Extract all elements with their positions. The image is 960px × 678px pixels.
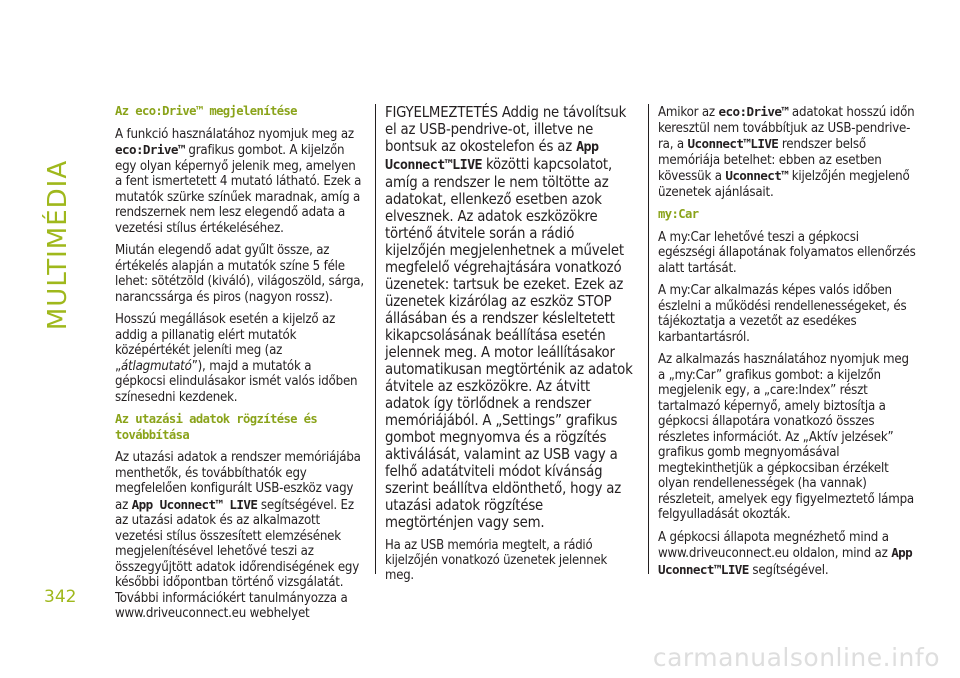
paragraph bbox=[115, 450, 365, 622]
section-heading: Az utazási adatok rögzítése és továbbítása bbox=[115, 412, 318, 442]
text: kijelzőjén megjelenő üzenetek ajánlásait. bbox=[658, 169, 910, 200]
section-heading: my:Car bbox=[658, 207, 699, 221]
bold-term: App Uconnect™LIVE bbox=[385, 140, 599, 173]
bold-term: Uconnect™ bbox=[725, 168, 789, 183]
text: közötti kapcsolatot, amíg a rendszer le nem töltötte az adatokat, ellenkező esetben azok elvesznek. Az adatok eszközökre történő átvitele során a rádió kijelzőjén megjelenhetnek a művelet megfelelő végrehajtására vonatkozó üzenetek: tartsuk be ezeket. Ezek az üzenetek kizárólag az eszköz STOP állásában és a rendszer késleltetett kikapcsolásának beállítása esetén jelennek meg. A motor leállításakor automatikusan megtörténik az adatok átvitele az eszközökre. Az átvitt adatok így törlődnek a rendszer memóriájából. A „Settings” grafikus gombot megnyomva és a rögzítés aktiválását, valamint az USB vagy a felhő adatátviteli módot kívánság szerint beállítva eldönthető, hogy az utazási adatok rögzítése megtörténjen vagy sem. bbox=[385, 156, 633, 531]
text: Amikor az bbox=[658, 105, 719, 120]
paragraph: Miután elegendő adat gyűlt össze, az értékelés alapján a mutatók színe 5 féle lehet: sötétzöld (kiváló), világoszöld, sárga, narancssárga és piros (nagyon rossz). bbox=[115, 243, 364, 305]
column-divider bbox=[375, 104, 376, 574]
text: Hosszú megállások esetén a kijelző az addig a pillanatig elért mutatók középértékét jeleníti meg (az „ bbox=[115, 312, 336, 374]
section-heading: Az eco:Drive™ megjelenítése bbox=[115, 104, 297, 118]
page-number: 342 bbox=[44, 587, 77, 607]
text: rendszer belső memóriája betelhet: ebben az esetben kövessük a bbox=[658, 137, 882, 184]
paragraph bbox=[658, 530, 918, 579]
italic-term: átlagmutató bbox=[120, 358, 192, 374]
bold-term: App Uconnect™LIVE bbox=[658, 545, 913, 577]
paragraph: A my:Car alkalmazás képes valós időben észlelni a működési rendellenességeket, és tájékoztatja a vezetőt az esedékes karbantartásról. bbox=[658, 283, 907, 345]
paragraph: Ha az USB memória megtelt, a rádió kijelzőjén vonatkozó üzenetek jelennek meg. bbox=[385, 538, 608, 583]
text: Az utazási adatok a rendszer memóriájába menthetők, és továbbíthatók egy megfelelően konfigurált USB-eszköz vagy az bbox=[115, 450, 361, 513]
text: segítségével. Ez az utazási adatok és az alkalmazott vezetési stílus összesített elemzésének megjelenítésével lehetővé teszi az összegyűjtött adatok időrendiségének egy későbbi időpontban történő vizsgálatát. További információkért tanulmányozza a www.driveuconnect.eu webhelyet bbox=[115, 497, 360, 621]
text: adatokat hosszú időn keresztül nem továbbítjuk az USB-pendrive-ra, a bbox=[658, 105, 915, 152]
text: A gépkocsi állapota megnézhető mind a www.driveuconnect.eu oldalon, mind az bbox=[658, 529, 892, 561]
bold-term: App Uconnect™ LIVE bbox=[131, 496, 258, 512]
watermark: carmanualsonline.info bbox=[652, 643, 940, 672]
bold-term: eco:Drive™ bbox=[115, 142, 185, 157]
column-divider bbox=[648, 104, 649, 574]
paragraph bbox=[115, 312, 365, 405]
text-column-2 bbox=[385, 104, 635, 590]
text: ”), majd a mutatók a gépkocsi elindulásakor ismét valós időben színesedni kezdenek. bbox=[115, 358, 358, 405]
text-column-3 bbox=[658, 104, 918, 585]
bold-term: eco:Drive™ bbox=[718, 104, 789, 119]
text: segítségével. bbox=[748, 562, 829, 578]
warning-paragraph bbox=[385, 104, 635, 531]
paragraph bbox=[115, 127, 365, 237]
text: FIGYELMEZTETÉS Addig ne távolítsuk el az USB-pendrive-ot, illetve ne bontsuk az okostelefon és az bbox=[385, 104, 627, 155]
paragraph bbox=[658, 104, 918, 200]
paragraph: Az alkalmazás használatához nyomjuk meg a „my:Car” grafikus gombot: a kijelzőn megjelenik egy, a „care:Index” részt tartalmazó képernyő, amely biztosítja a gépkocsi állapotára vonatkozó összes részletes információt. Az „Aktív jelzések” grafikus gomb megnyomásával megtekinthetjük a gépkocsiban érzékelt olyan rendellenességek (ha vannak) részleteit, amelyek egy figyelmeztető lámpa felgyulladását okozták. bbox=[658, 352, 914, 522]
text: A funkció használatához nyomjuk meg az bbox=[115, 126, 354, 142]
paragraph: A my:Car lehetővé teszi a gépkocsi egészségi állapotának folyamatos ellenőrzés alatt tartását. bbox=[658, 229, 916, 276]
section-side-label: MULTIMÉDIA bbox=[43, 159, 73, 331]
text-column-1 bbox=[115, 104, 365, 629]
text: grafikus gombot. A kijelzőn egy olyan képernyő jelenik meg, amelyen a fent ismertetett 4 mutató látható. Ezek a mutatók szürke színűek maradnak, amíg a rendszernek nem lesz elegendő adata a vezetési stílus értékeléséhez. bbox=[115, 143, 362, 236]
bold-term: Uconnect™LIVE bbox=[687, 136, 779, 151]
